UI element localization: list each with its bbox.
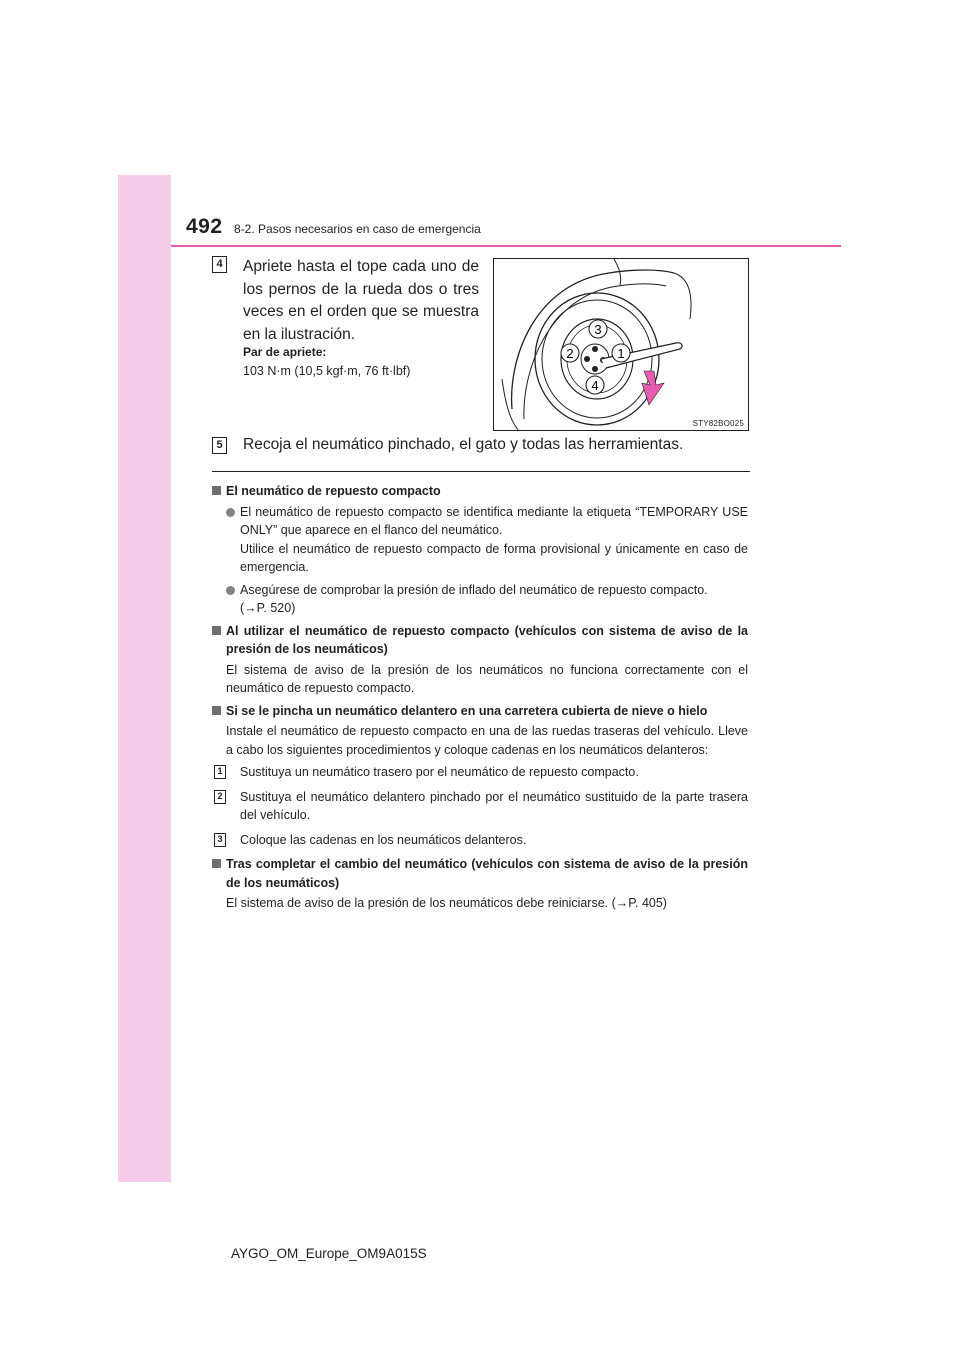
marker-2 [561, 344, 579, 362]
note-heading [212, 702, 748, 721]
step-5-badge: 5 [212, 437, 227, 454]
procedure-step-text: Coloque las cadenas en los neumáticos delanteros. [240, 832, 527, 847]
marker-4-label: 4 [591, 378, 599, 393]
procedure-step-2 [212, 788, 748, 825]
step-4-badge: 4 [212, 256, 227, 273]
note-heading-text: Si se le pincha un neumático delantero en una carretera cubierta de nieve o hielo [226, 703, 708, 718]
note-tpws-spare [212, 622, 748, 698]
header-rule [171, 245, 841, 247]
section-title: 8-2. Pasos necesarios en caso de emergencia [234, 222, 481, 236]
figure-code: STY82BO025 [692, 419, 744, 428]
bullet-item [212, 581, 748, 618]
circle-bullet-icon [226, 586, 235, 595]
procedure-step-1 [212, 763, 748, 782]
square-bullet-icon [212, 486, 221, 495]
step-5-text: Recoja el neumático pinchado, el gato y todas las herramientas. [243, 436, 684, 453]
marker-1-label: 1 [617, 346, 625, 361]
step-4-text: Apriete hasta el tope cada uno de los pernos de la rueda dos o tres veces en el orden que se muestra en la ilustración. [243, 258, 479, 343]
chapter-sidebar-tab [118, 175, 171, 1182]
bullet-text: El neumático de repuesto compacto se identifica mediante la etiqueta “TEMPORARY USE ONLY” que aparece en el flanco del neumático. [240, 504, 748, 537]
note-body: El sistema de aviso de la presión de los neumáticos no funciona correctamente con el neumático de repuesto compacto. [226, 662, 748, 695]
note-compact-spare [212, 482, 748, 618]
notes-section [212, 482, 748, 917]
bullet-text: Asegúrese de comprobar la presión de inflado del neumático de repuesto compacto. [240, 582, 708, 597]
note-front-flat-snow [212, 702, 748, 850]
square-bullet-icon [212, 859, 221, 868]
square-bullet-icon [212, 706, 221, 715]
document-code: AYGO_OM_Europe_OM9A015S [231, 1246, 427, 1261]
procedure-step-3 [212, 831, 748, 850]
step-1-badge: 1 [214, 765, 226, 779]
bullet-text-continued: Utilice el neumático de repuesto compacto de forma provisional y únicamente en caso de emergencia. [240, 541, 748, 574]
marker-1 [612, 344, 630, 362]
note-body: El sistema de aviso de la presión de los neumáticos debe reiniciarse. (→P. 405) [226, 896, 667, 910]
circle-bullet-icon [226, 508, 235, 517]
torque-label: Par de apriete: [243, 345, 327, 359]
bullet-item [212, 503, 748, 577]
wheel-illustration-svg [494, 259, 749, 431]
note-heading-text: Tras completar el cambio del neumático (vehículos con sistema de aviso de la presión de los neumáticos) [226, 857, 748, 890]
notes-divider [212, 471, 750, 472]
marker-3-label: 3 [594, 322, 602, 337]
marker-2-label: 2 [566, 346, 574, 361]
note-heading [212, 855, 748, 892]
step-3-badge: 3 [214, 833, 226, 847]
note-heading-text: Al utilizar el neumático de repuesto compacto (vehículos con sistema de aviso de la presión de los neumáticos) [226, 623, 748, 656]
note-heading [212, 482, 748, 501]
wheel-bolt-illustration [493, 258, 749, 431]
page-number: 492 [186, 215, 223, 238]
marker-4 [586, 376, 604, 394]
note-heading [212, 622, 748, 659]
procedure-step-text: Sustituya el neumático delantero pinchado por el neumático sustituido de la parte trasera del vehículo. [240, 789, 748, 822]
page-reference: (→P. 520) [240, 601, 296, 615]
note-heading-text: El neumático de repuesto compacto [226, 484, 441, 498]
note-body: Instale el neumático de repuesto compacto en una de las ruedas traseras del vehículo. Lleve a cabo los siguientes procedimientos y coloque cadenas en los neumáticos delanteros: [226, 724, 748, 757]
square-bullet-icon [212, 626, 221, 635]
note-after-change [212, 855, 748, 913]
step-2-badge: 2 [214, 790, 226, 804]
marker-3 [589, 320, 607, 338]
procedure-step-text: Sustituya un neumático trasero por el neumático de repuesto compacto. [240, 765, 639, 779]
torque-value: 103 N·m (10,5 kgf·m, 76 ft·lbf) [243, 364, 411, 378]
